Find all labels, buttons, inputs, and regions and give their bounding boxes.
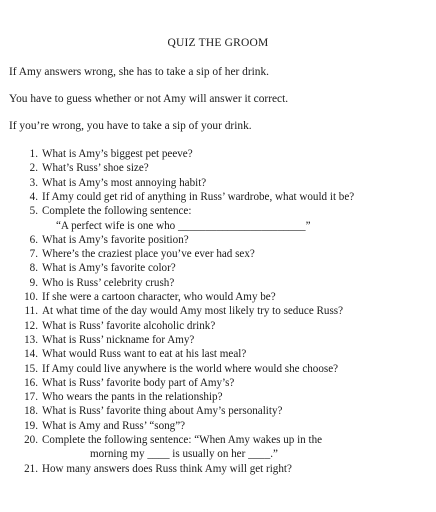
intro-line-3: If you’re wrong, you have to take a sip of your drink. [9, 120, 252, 132]
question-number: 6. [29, 233, 38, 246]
question-number: 3. [29, 176, 38, 189]
question-number: 8. [29, 262, 38, 275]
question-text: Complete the following sentence: [42, 205, 192, 218]
question-text: Who wears the pants in the relationship? [42, 391, 223, 404]
question-text: Where’s the craziest place you’ve ever had sex? [42, 248, 255, 261]
question-text: What is Amy’s most annoying habit? [42, 176, 207, 189]
question-number: 9. [29, 276, 38, 289]
question-number: 1. [29, 148, 38, 160]
question-number: 7. [29, 248, 38, 261]
question-number: 10. [24, 291, 38, 303]
question-text: What is Russ’ favorite body part of Amy’s? [42, 376, 235, 389]
question-text: What is Amy’s favorite color? [42, 262, 176, 275]
question-text: Complete the following sentence: “When Amy wakes up in the [42, 434, 323, 446]
question-text: If she were a cartoon character, who would Amy be? [42, 291, 276, 303]
question-number: 2. [29, 162, 38, 175]
question-text: At what time of the day would Amy most likely try to seduce Russ? [42, 305, 344, 318]
question-number: 17. [24, 391, 38, 404]
question-text: What is Amy’s favorite position? [42, 233, 189, 246]
question-text: What would Russ want to eat at his last meal? [42, 348, 247, 361]
question-number: 18. [24, 405, 38, 418]
question-number: 14. [24, 348, 38, 361]
question-text: What’s Russ’ shoe size? [42, 162, 149, 175]
question-number: 12. [24, 319, 38, 332]
question-number: 19. [24, 419, 38, 432]
question-number: 13. [24, 333, 38, 346]
question-number: 16. [24, 376, 38, 389]
intro-line-2: You have to guess whether or not Amy will answer it correct. [9, 93, 289, 105]
question-text: What is Amy’s biggest pet peeve? [42, 148, 193, 160]
question-number: 5. [29, 205, 38, 218]
question-text: Who is Russ’ celebrity crush? [42, 276, 175, 289]
question-continuation: morning my ____ is usually on her ____.” [90, 448, 278, 461]
question-number: 4. [29, 190, 38, 203]
question-number: 11. [24, 305, 38, 318]
question-number: 20. [24, 434, 38, 446]
question-number: 21. [24, 462, 38, 475]
question-text: If Amy could get rid of anything in Russ’ wardrobe, what would it be? [42, 190, 355, 203]
question-text: What is Russ’ favorite alcoholic drink? [42, 319, 216, 332]
page-title: QUIZ THE GROOM [167, 37, 269, 49]
question-continuation: “A perfect wife is one who _______________________” [56, 219, 311, 232]
question-text: What is Amy and Russ’ “song”? [42, 419, 186, 432]
question-number: 15. [24, 362, 38, 375]
question-text: How many answers does Russ think Amy will get right? [42, 462, 292, 475]
intro-line-1: If Amy answers wrong, she has to take a sip of her drink. [9, 66, 270, 78]
question-text: If Amy could live anywhere is the world where would she choose? [42, 362, 339, 375]
question-text: What is Russ’ nickname for Amy? [42, 333, 195, 346]
question-text: What is Russ’ favorite thing about Amy’s personality? [42, 405, 283, 418]
